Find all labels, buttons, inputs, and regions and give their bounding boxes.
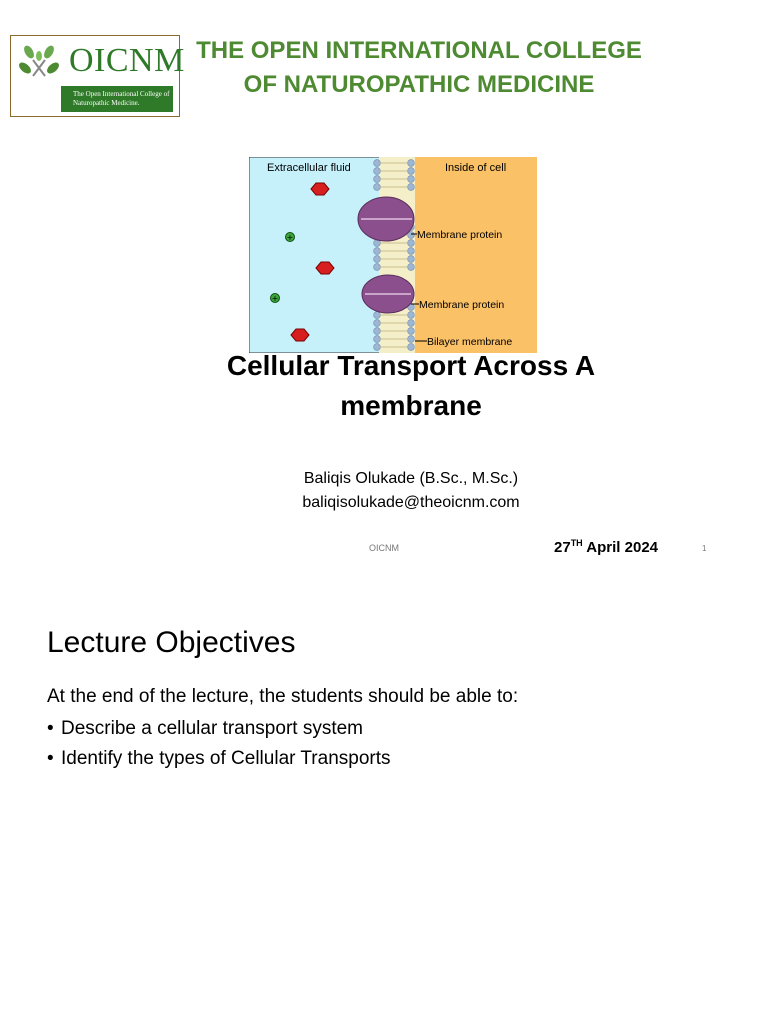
bullet-icon: • — [47, 718, 54, 739]
leaf-emblem-icon — [15, 40, 65, 90]
svg-text:+: + — [271, 294, 279, 303]
author-email: baliqisolukade@theoicnm.com — [302, 494, 520, 511]
college-name: THE OPEN INTERNATIONAL COLLEGE OF NATUROPATHIC MEDICINE — [196, 37, 642, 98]
objective-text: Identify the types of Cellular Transports — [61, 748, 391, 769]
svg-text:+: + — [286, 233, 294, 242]
objectives-list — [47, 718, 391, 778]
membrane-diagram — [249, 157, 537, 353]
logo-subtitle: The Open International College of Naturopathic Medicine. — [61, 86, 173, 112]
oicnm-logo — [10, 35, 185, 117]
bullet-icon: • — [47, 748, 54, 769]
author-name: Baliqis Olukade (B.Sc., M.Sc.) — [303, 470, 519, 487]
intracellular-region — [399, 157, 537, 353]
footer-date — [554, 538, 658, 556]
date-rest: April 2024 — [582, 539, 659, 556]
objectives-heading: Lecture Objectives — [47, 626, 296, 659]
bilayer-membrane — [374, 157, 415, 353]
extracellular-label: Extracellular fluid — [267, 162, 351, 174]
logo-wordmark: OICNM — [69, 42, 185, 79]
objective-text: Describe a cellular transport system — [61, 718, 363, 739]
membrane-protein-1 — [358, 197, 414, 241]
objectives-intro: At the end of the lecture, the students should be able to: — [47, 686, 519, 707]
author-block — [180, 467, 642, 515]
inside-cell-label: Inside of cell — [445, 162, 507, 174]
list-item — [47, 718, 391, 740]
date-day: 27 — [554, 539, 571, 556]
page-number: 1 — [702, 544, 707, 553]
slide-title: Cellular Transport Across A membrane — [226, 350, 596, 421]
footer-org: OICNM — [369, 543, 399, 553]
bilayer-label: Bilayer membrane — [427, 336, 513, 348]
date-suffix: TH — [570, 538, 583, 548]
membrane-protein-label-2: Membrane protein — [419, 299, 505, 311]
list-item — [47, 748, 391, 770]
membrane-protein-2 — [362, 275, 414, 313]
membrane-protein-label-1: Membrane protein — [417, 229, 503, 241]
